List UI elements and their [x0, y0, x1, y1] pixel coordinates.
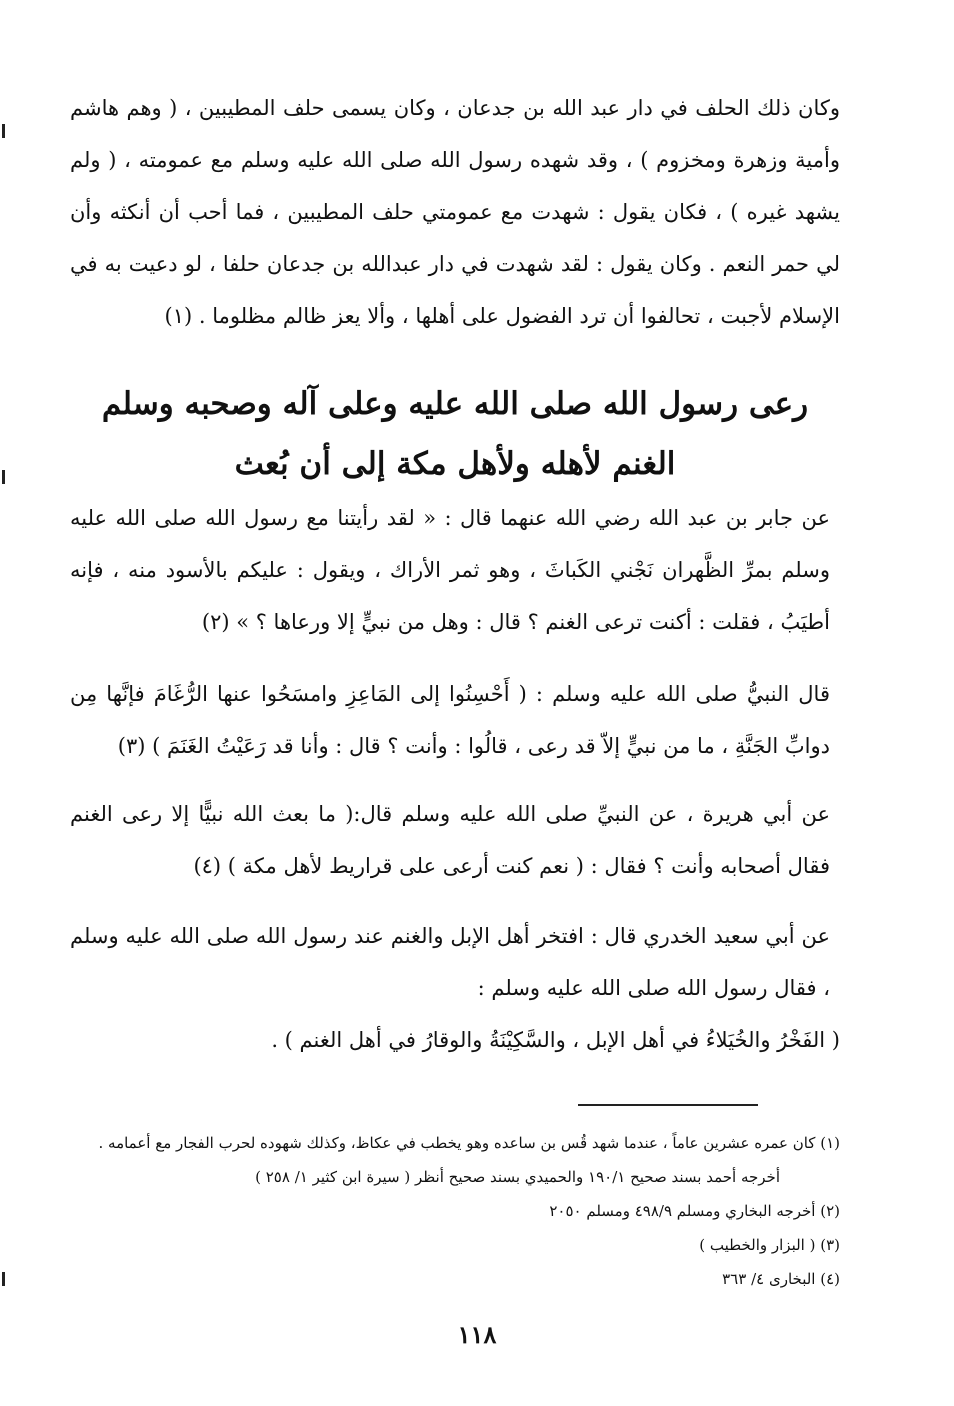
- hadith-block-abu-hurayra: [70, 788, 840, 892]
- hadith-block-jabir: [70, 492, 840, 648]
- page-body: [70, 82, 840, 1052]
- hadith-block-prophet: [70, 668, 840, 772]
- footnotes: [70, 1126, 840, 1296]
- hadith-abu-said: عن أبي سعيد الخدري قال : افتخر أهل الإبل والغنم عند رسول الله صلى الله عليه وسلم ، فقال رسول الله صلى الله عليه وسلم :: [70, 924, 830, 1000]
- footnote-1-line2: أخرجه أحمد بسند صحيح ١٩٠/١ والحميدي بسند صحيح أنظر ( سيرة ابن كثير ١/ ٢٥٨ ): [255, 1168, 780, 1186]
- edge-mark-top: [2, 124, 5, 138]
- footnote-4: (٤) البخارى ٤/ ٣٦٣: [722, 1270, 840, 1288]
- hadith-block-abu-said: [70, 910, 840, 1066]
- edge-mark-middle: [2, 470, 5, 484]
- edge-mark-bottom: [2, 1272, 5, 1286]
- hadith-abu-hurayra: عن أبي هريرة ، عن النبيِّ صلى الله عليه وسلم قال:( ما بعث الله نبيًّا إلا رعى الغنم فقال أصحابه وأنت ؟ فقال : ( نعم كنت أرعى على قراريط لأهل مكة ) (٤): [70, 802, 830, 878]
- section-heading-line1: رعى رسول الله صلى الله عليه وعلى آله وصحبه وسلم: [101, 386, 809, 422]
- footnote-3: (٣) ( البزار والخطيب ): [699, 1236, 840, 1254]
- intro-paragraph: وكان ذلك الحلف في دار عبد الله بن جدعان ، وكان يسمى حلف المطيبين ، ( وهم هاشم وأمية وزهرة ومخزوم ) ، وقد شهده رسول الله صلى الله عليه وسلم مع عمومته ، ( ولم يشهد غيره ) ، فكان يقول : شهدت مع عمومتي حلف المطيبين ، فما أحب أن أنكثه وأن لي حمر النعم . وكان يقول : لقد شهدت في دار عبدالله بن جدعان حلفا ، لو دعيت به في الإسلام لأجبت ، تحالفوا أن ترد الفضول على أهلها ، وألا يعز ظالم مظلوما . (١): [70, 96, 840, 328]
- section-heading-line2: الغنم لأهله ولأهل مكة إلى أن بُعث: [234, 446, 676, 482]
- footnote-2: (٢) أخرجه البخاري ومسلم ٤٩٨/٩ ومسلم ٢٠٥٠: [549, 1202, 840, 1220]
- footnote-1-line1: (١) كان عمره عشرين عاماً ، عندما شهد قُس بن ساعده وهو يخطب في عكاظ، وكذلك شهوده لحرب الفجار مع أعمامه .: [98, 1134, 840, 1152]
- page-number: ١١٨: [457, 1320, 497, 1349]
- hadith-jabir: عن جابر بن عبد الله رضي الله عنهما قال : « لقد رأيتنا مع رسول الله صلى الله عليه وسلم بمرِّ الظَّهران نَجْني الكَباثَ ، وهو ثمر الأراك ، ويقول : عليكم بالأسود منه ، فإنه أطيَبُ ، فقلت : أكنت ترعى الغنم ؟ قال : وهل من نبيٍّ إلا ورعاها ؟ » (٢): [70, 506, 830, 634]
- footnote-separator: [578, 1104, 758, 1106]
- hadith-prophet: قال النبيُّ صلى الله عليه وسلم : ( أَحْسِنُوا إلى المَاعِزِ وامسَحُوا عنها الرُّغَامَ فإنَّها مِن دوابِّ الجَنَّةِ ، ما من نبيٍّ إلاّ قد رعى ، قالُوا : وأنت ؟ قال : وأنا قد رَعَيْتُ الغَنَمَ ) (٣): [70, 682, 830, 758]
- hadith-abu-said-quote: ( الفَخْرُ والخُيَلاءُ في أهل الإبل ، والسَّكِيْنَةُ والوقارُ في أهل الغنم ) .: [271, 1028, 840, 1052]
